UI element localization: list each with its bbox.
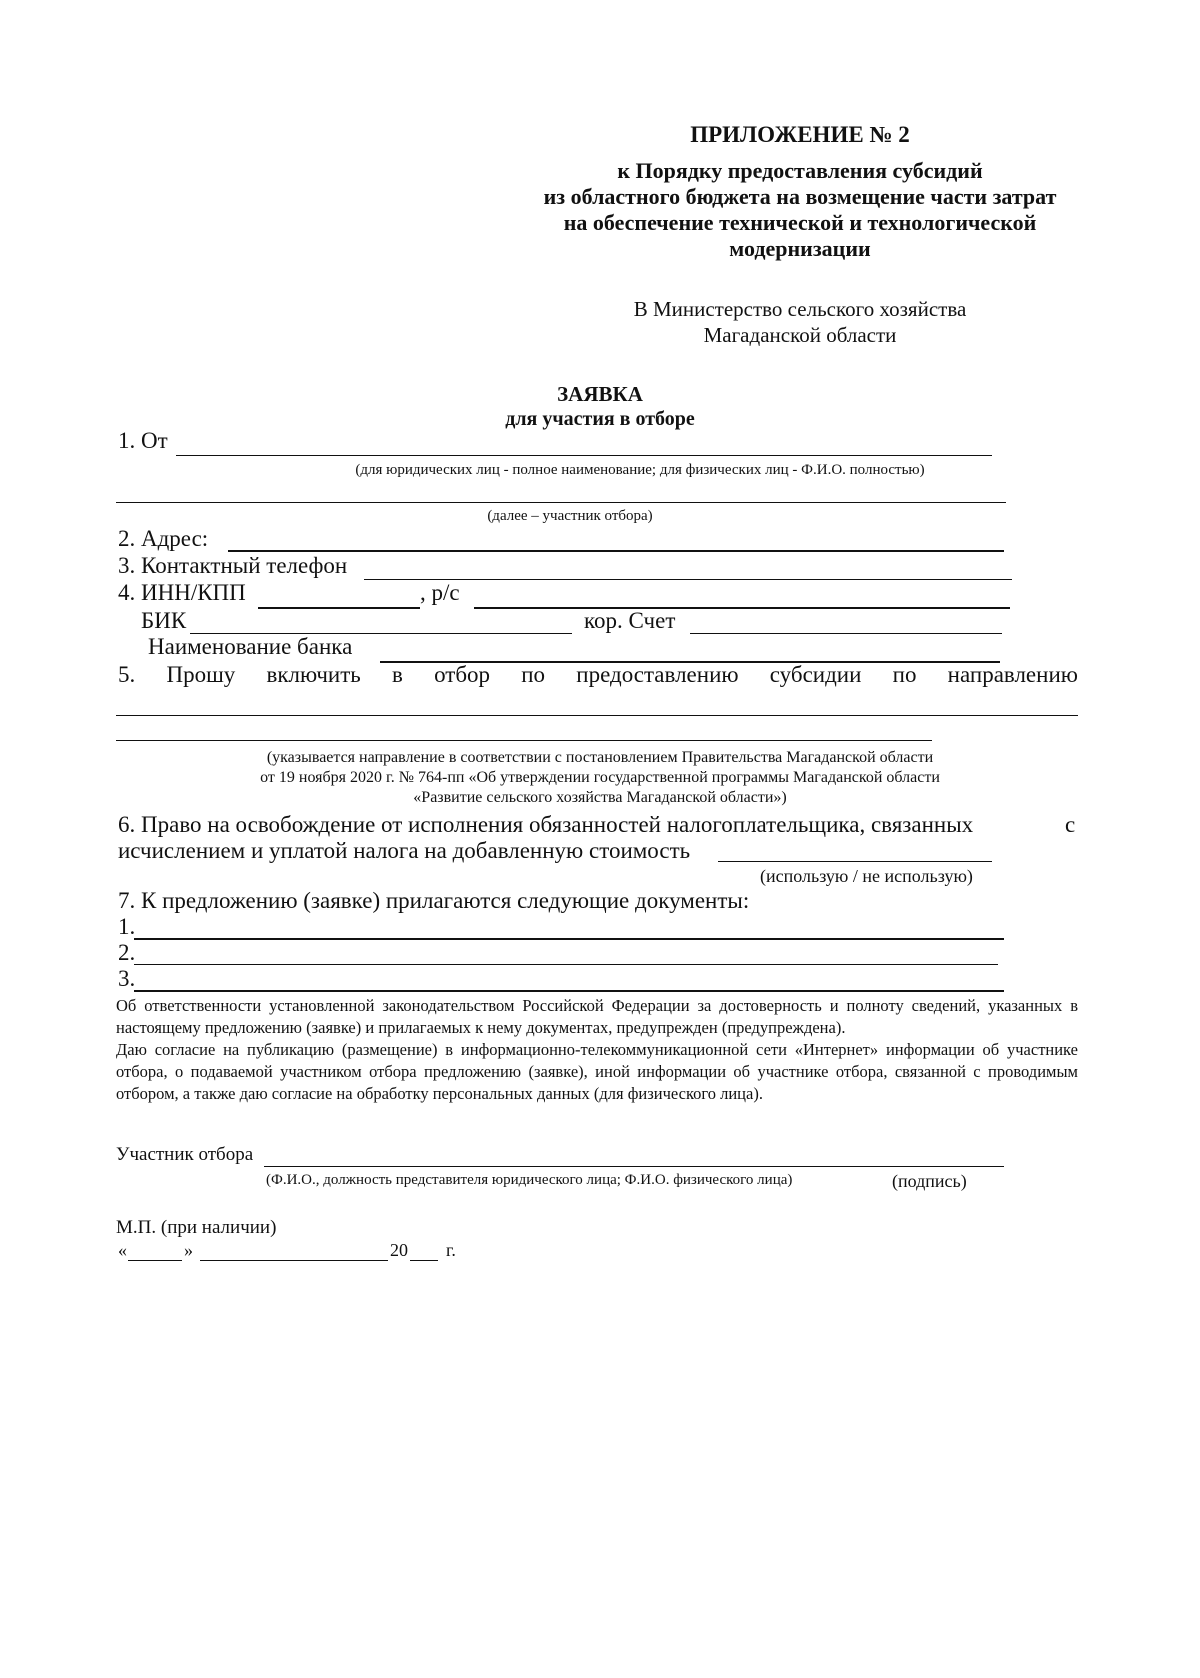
addressee-line-1: В Министерство сельского хозяйства [633, 297, 967, 321]
participant-label: Участник отбора [116, 1144, 254, 1165]
subtitle-line-2: из областного бюджета на возмещение части затрат [543, 184, 1057, 209]
item5-word: 5. [118, 662, 136, 687]
subtitle-line-4: модернизации [729, 236, 871, 261]
item7-label: 7. К предложению (заявке) прилагаются следующие документы: [118, 888, 750, 913]
participant-name-hint: (Ф.И.О., должность представителя юридического лица; Ф.И.О. физического лица) [266, 1172, 793, 1188]
direction-line-2[interactable] [116, 740, 932, 741]
date-year-line[interactable] [410, 1260, 438, 1261]
bik-label: БИК [141, 608, 187, 633]
item5-request [118, 662, 1078, 688]
stamp-label: М.П. (при наличии) [116, 1217, 277, 1238]
document-subtitle: для участия в отборе [505, 408, 695, 430]
year-prefix: 20 [390, 1240, 408, 1260]
item5-word: субсидии [769, 662, 862, 687]
item5-hint-line-2: от 19 ноября 2020 г. № 764-пп «Об утверждении государственной программы Магаданской области [260, 769, 940, 786]
item5-word: по [892, 662, 917, 687]
document-3-label: 3. [118, 966, 136, 991]
item5-hint-line-3: «Развитие сельского хозяйства Магаданской области») [413, 789, 787, 806]
vat-exemption-line[interactable] [718, 861, 992, 862]
item5-word: Прошу [166, 662, 236, 687]
inn-kpp-line[interactable] [258, 607, 420, 609]
item5-word: по [521, 662, 546, 687]
item1-hint-2: (далее – участник отбора) [487, 508, 653, 524]
corr-account-line[interactable] [690, 633, 1002, 634]
document-3-line[interactable] [134, 990, 1004, 992]
participant-signature-line[interactable] [264, 1166, 1004, 1167]
item6-text-line-1-end: с [1065, 812, 1076, 837]
direction-line-1[interactable] [116, 715, 1078, 716]
date-month-line[interactable] [200, 1260, 388, 1261]
item5-word: включить [266, 662, 361, 687]
date-open-quote: « [118, 1240, 127, 1260]
item6-text-line-1: 6. Право на освобождение от исполнения обязанностей налогоплательщика, связанных [118, 812, 974, 837]
corr-account-label: кор. Счет [584, 608, 676, 633]
item6-text-line-2: исчислением и уплатой налога на добавленную стоимость [118, 838, 691, 863]
item5-hint-line-1: (указывается направление в соответствии с постановлением Правительства Магаданской области [266, 749, 934, 766]
item5-word: предоставлению [576, 662, 739, 687]
consent-statement: Даю согласие на публикацию (размещение) в информационно-телекоммуникационной сети «Интернет» информации об участнике отбора, о подаваемой участником отбора предложению (заявке), иной информации об участнике отбора, связанной с проводимым отбором, а также даю согласие на обработку персональных данных (для физического лица). [116, 1040, 1078, 1103]
appendix-title: ПРИЛОЖЕНИЕ № 2 [690, 122, 910, 147]
bank-name-label: Наименование банка [148, 634, 353, 659]
item5-word: отбор [434, 662, 491, 687]
account-line[interactable] [474, 607, 1010, 609]
item2-address-label: 2. Адрес: [118, 526, 209, 551]
item1-name-line-2[interactable] [116, 502, 1006, 503]
signature-hint: (подпись) [892, 1171, 967, 1191]
responsibility-statement: Об ответственности установленной законодательством Российской Федерации за достоверность и полноту сведений, указанных в настоящему предложению (заявке) и прилагаемых к нему документах, предупрежден (предупреждена). [116, 996, 1078, 1037]
item1-label: 1. От [118, 428, 168, 453]
document-1-line[interactable] [134, 938, 1004, 940]
account-label: , р/с [420, 580, 460, 605]
item4-inn-label: 4. ИНН/КПП [118, 580, 246, 605]
item5-word: направлению [947, 662, 1078, 687]
document-2-label: 2. [118, 940, 136, 965]
year-suffix: г. [446, 1240, 456, 1260]
subtitle-line-3: на обеспечение технической и технологической [563, 210, 1037, 235]
document-title: ЗАЯВКА [557, 382, 643, 406]
phone-line[interactable] [364, 579, 1012, 580]
address-line[interactable] [228, 550, 1004, 552]
item6-hint: (использую / не использую) [760, 866, 973, 886]
item5-word: в [391, 662, 403, 687]
item3-phone-label: 3. Контактный телефон [118, 553, 348, 578]
item1-name-line[interactable] [176, 455, 992, 456]
document-2-line[interactable] [134, 964, 998, 965]
item1-hint: (для юридических лиц - полное наименование; для физических лиц - Ф.И.О. полностью) [355, 462, 925, 478]
date-close-quote: » [184, 1240, 193, 1260]
addressee-line-2: Магаданской области [703, 323, 897, 347]
document-1-label: 1. [118, 914, 136, 939]
subtitle-line-1: к Порядку предоставления субсидий [617, 158, 983, 183]
date-day-line[interactable] [128, 1260, 182, 1261]
